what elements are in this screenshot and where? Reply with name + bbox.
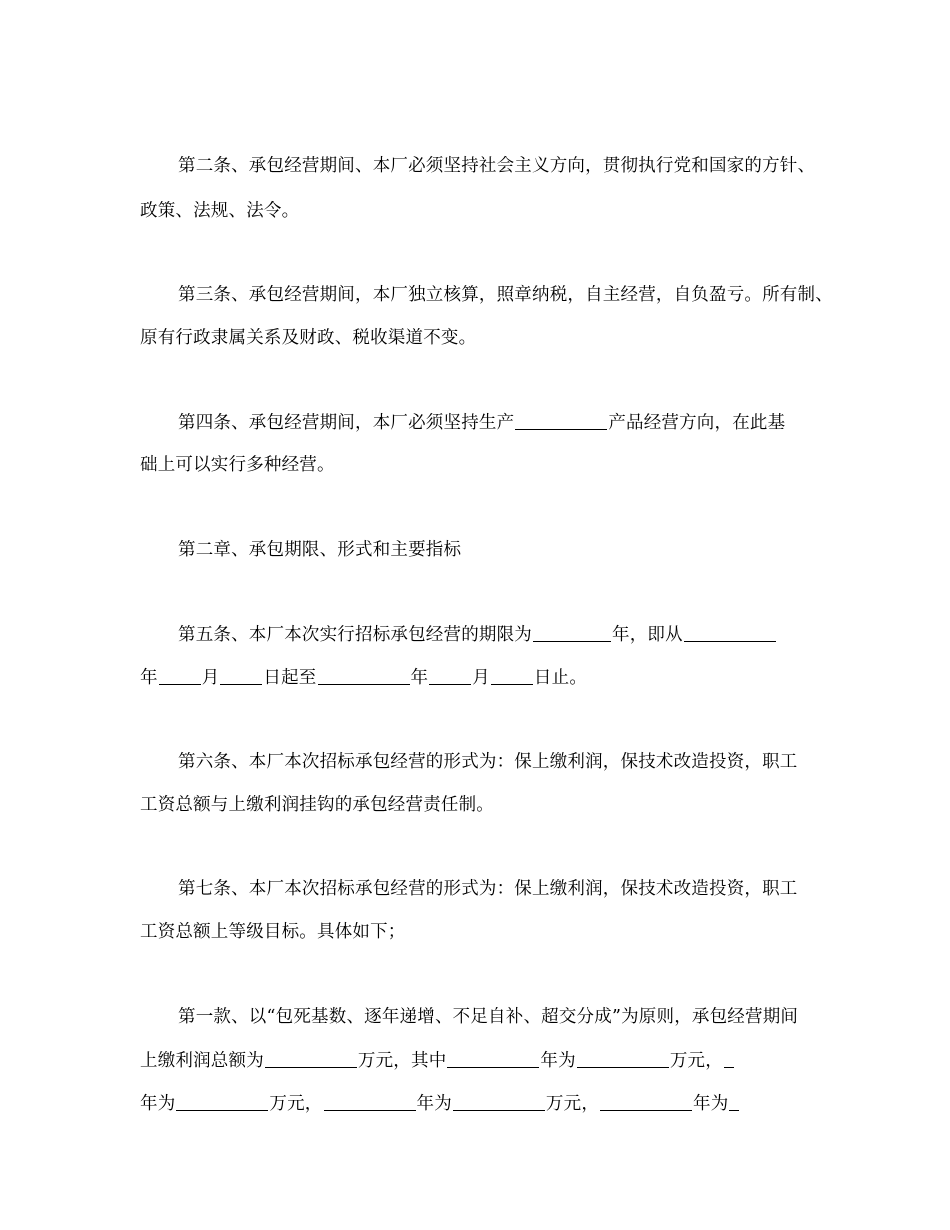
clause-1-text-g: 年为 — [416, 1094, 452, 1114]
article-6-line-2: 工资总额与上缴利润挂钩的承包经营责任制。 — [140, 795, 494, 815]
clause-1-text-d: 万元， — [669, 1051, 723, 1071]
blank-amount-1[interactable] — [577, 1049, 669, 1068]
blank-end-month[interactable] — [429, 666, 471, 685]
article-4-line-1 — [178, 411, 830, 434]
blank-year-4[interactable] — [600, 1092, 692, 1111]
clause-1-line-3 — [140, 1092, 830, 1115]
blank-start-month[interactable] — [159, 666, 201, 685]
blank-start-year[interactable] — [684, 623, 776, 642]
blank-product-field[interactable] — [515, 411, 607, 430]
article-3-line-2: 原有行政隶属关系及财政、税收渠道不变。 — [140, 328, 477, 348]
article-2-line-2: 政策、法规、法令。 — [140, 201, 300, 221]
blank-year-1[interactable] — [447, 1049, 539, 1068]
article-7-line-2: 工资总额上等级目标。具体如下； — [140, 922, 406, 942]
clause-1-text-c: 年为 — [540, 1051, 576, 1071]
article-5-text-year-2: 年 — [410, 668, 429, 688]
clause-1-line-2 — [140, 1049, 830, 1072]
blank-end-year[interactable] — [318, 666, 410, 685]
article-5-line-1 — [178, 623, 830, 646]
blank-year-3[interactable] — [324, 1092, 416, 1111]
article-7-line-1: 第七条、本厂本次招标承包经营的形式为：保上缴利润，保技术改造投资，职工 — [178, 879, 798, 899]
blank-term-years[interactable] — [533, 623, 611, 642]
blank-amount-3[interactable] — [453, 1092, 545, 1111]
article-5-text-year: 年 — [140, 668, 158, 688]
article-4-text-a: 第四条、承包经营期间，本厂必须坚持生产 — [178, 413, 515, 433]
blank-start-day[interactable] — [220, 666, 262, 685]
article-5-text-from: 日起至 — [263, 668, 317, 688]
article-5-text-b: 年，即从 — [612, 625, 683, 645]
blank-total-profit[interactable] — [265, 1049, 357, 1068]
article-4-line-2: 础上可以实行多种经营。 — [140, 455, 335, 475]
clause-1-text-i: 年为 — [693, 1094, 729, 1114]
article-5-text-month-2: 月 — [472, 668, 490, 688]
clause-1-line-1: 第一款、以“包死基数、逐年递增、不足自补、超交分成”为原则，承包经营期间 — [178, 1007, 799, 1027]
article-5-line-2 — [140, 666, 830, 689]
article-5-text-end: 日止。 — [533, 668, 588, 688]
article-4-text-b: 产品经营方向，在此基 — [608, 413, 786, 433]
clause-1-text-h: 万元， — [545, 1094, 600, 1114]
article-5-text-month: 月 — [201, 668, 220, 688]
blank-trailing-2[interactable] — [729, 1092, 739, 1111]
clause-1-text-e: 年为 — [140, 1094, 176, 1114]
article-2-line-1: 第二条、承包经营期间、本厂必须坚持社会主义方向，贯彻执行党和国家的方针、 — [178, 156, 816, 176]
clause-1-text-b: 万元，其中 — [357, 1051, 447, 1071]
article-6-line-1: 第六条、本厂本次招标承包经营的形式为：保上缴利润，保技术改造投资，职工 — [178, 752, 798, 772]
article-3-line-1: 第三条、承包经营期间，本厂独立核算，照章纳税，自主经营，自负盈亏。所有制、 — [178, 285, 833, 305]
blank-amount-2[interactable] — [176, 1092, 268, 1111]
clause-1-text-a: 上缴利润总额为 — [140, 1051, 264, 1071]
article-5-text-a: 第五条、本厂本次实行招标承包经营的期限为 — [178, 625, 532, 645]
clause-1-text-f: 万元， — [269, 1094, 323, 1114]
chapter-2-title: 第二章、承包期限、形式和主要指标 — [178, 540, 462, 560]
blank-trailing-1[interactable] — [724, 1049, 734, 1068]
blank-end-day[interactable] — [491, 666, 533, 685]
